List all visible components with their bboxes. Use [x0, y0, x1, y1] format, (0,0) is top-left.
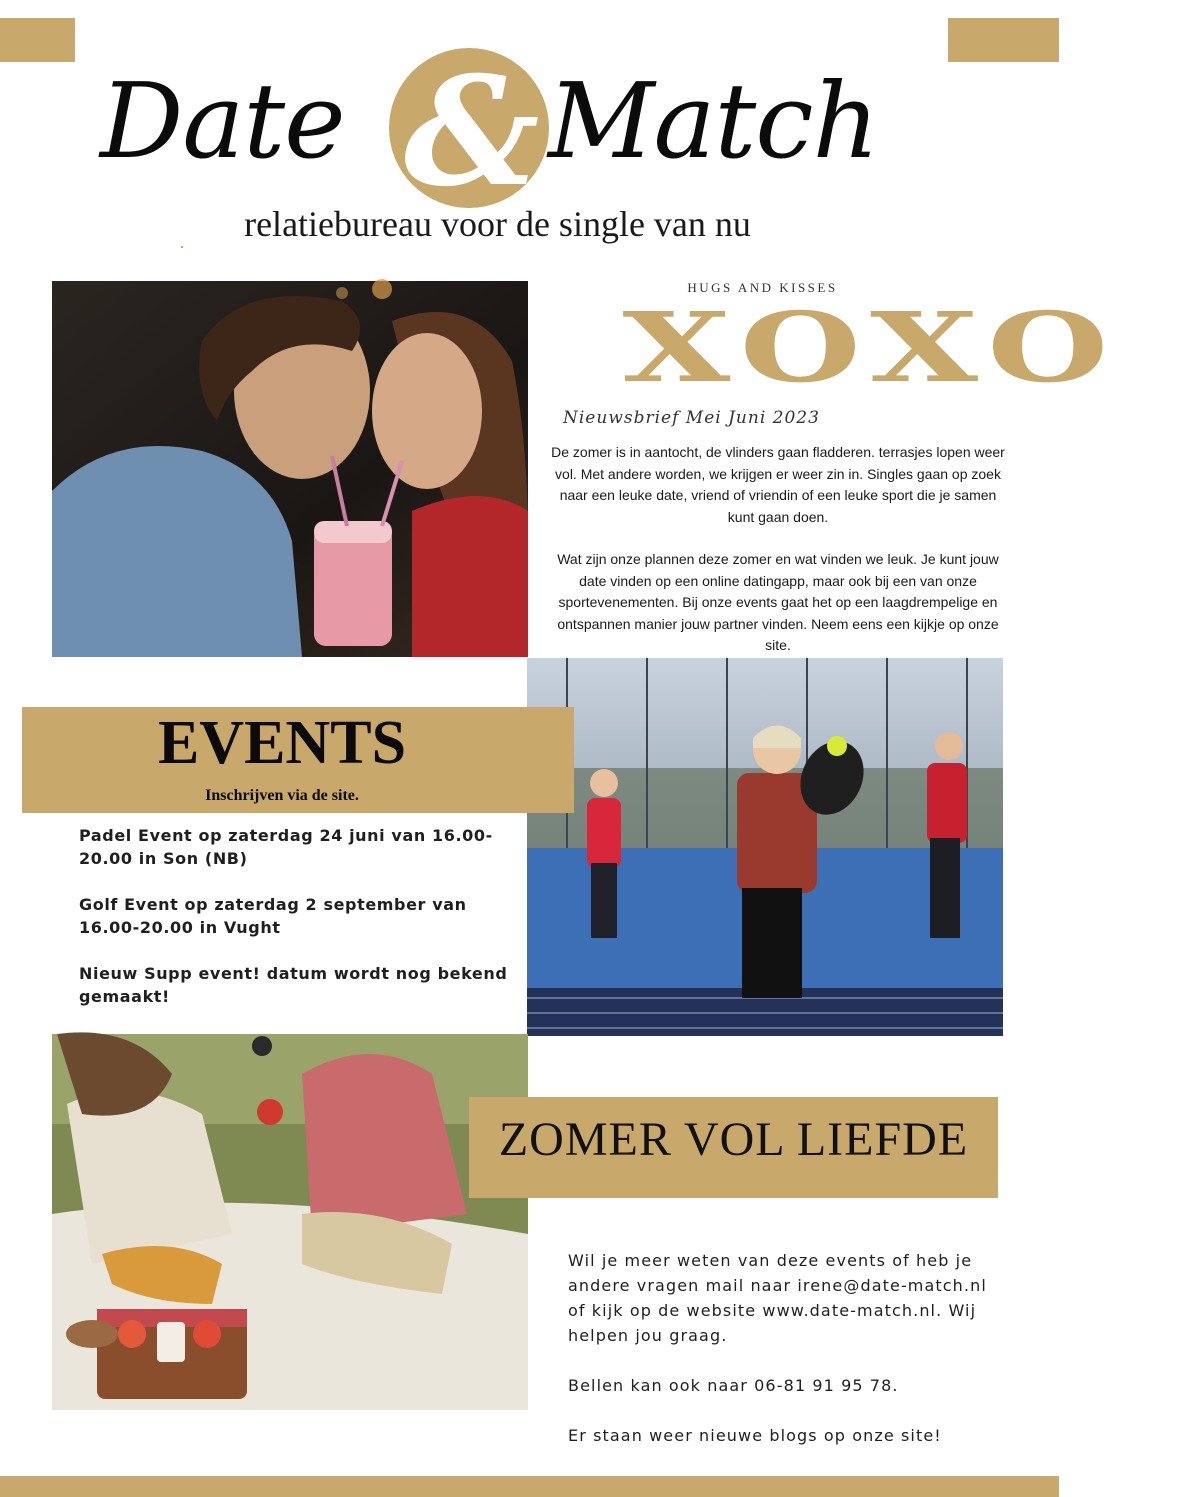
contact-paragraph-3: Er staan weer nieuwe blogs op onze site!	[568, 1426, 942, 1445]
newsletter-title: Nieuwsbrief Mei Juni 2023	[563, 408, 820, 428]
logo-date-word: Date	[100, 60, 345, 182]
event-list	[79, 824, 509, 1031]
picnic-photo	[52, 1034, 528, 1410]
dot-mark	[181, 246, 183, 248]
intro-text	[548, 442, 1008, 678]
tagline: relatiebureau voor de single van nu	[244, 204, 751, 244]
events-title: EVENTS	[157, 709, 407, 777]
events-subtitle: Inschrijven via de site.	[205, 787, 359, 804]
contact-paragraph-1: Wil je meer weten van deze events of heb je andere vragen mail naar irene@date-match.nl of kijk op de website www.date-match.nl. Wij helpen jou graag.	[568, 1251, 987, 1345]
intro-paragraph-1: De zomer is in aantocht, de vlinders gaan fladderen. terrasjes lopen weer vol. Met andere worden, we krijgen er weer zin in. Singles gaan op zoek naar een leuke date, vriend of vriendin of een leuke sport die je samen kunt gaan doen.	[551, 444, 1005, 525]
logo-match-word: Match	[548, 60, 879, 182]
padel-photo	[527, 658, 1003, 1036]
intro-paragraph-2: Wat zijn onze plannen deze zomer en wat vinden we leuk. Je kunt jouw date vinden op een online datingapp, maar ook bij een van onze sportevenementen. Bij onze events gaat het op een laagdrempelige en ontspannen manier jouw partner vinden. Neem eens een kijkje op onze site.	[557, 551, 999, 653]
event-item-padel: Padel Event op zaterdag 24 juni van 16.00-20.00 in Son (NB)	[79, 826, 493, 868]
intro-kicker: HUGS AND KISSES	[687, 280, 838, 295]
summer-title: ZOMER VOL LIEFDE	[498, 1113, 969, 1166]
corner-bar-left	[0, 18, 75, 62]
xoxo-headline: XOXO	[622, 291, 1121, 404]
contact-text	[568, 1248, 1008, 1473]
logo-ampersand: &	[404, 44, 540, 220]
corner-bar-right	[948, 18, 1059, 62]
bottom-bar	[0, 1476, 1059, 1497]
event-item-supp: Nieuw Supp event! datum wordt nog bekend gemaakt!	[79, 964, 508, 1006]
contact-paragraph-2: Bellen kan ook naar 06-81 91 95 78.	[568, 1376, 899, 1395]
couple-photo	[52, 281, 528, 657]
event-item-golf: Golf Event op zaterdag 2 september van 16.00-20.00 in Vught	[79, 895, 467, 937]
